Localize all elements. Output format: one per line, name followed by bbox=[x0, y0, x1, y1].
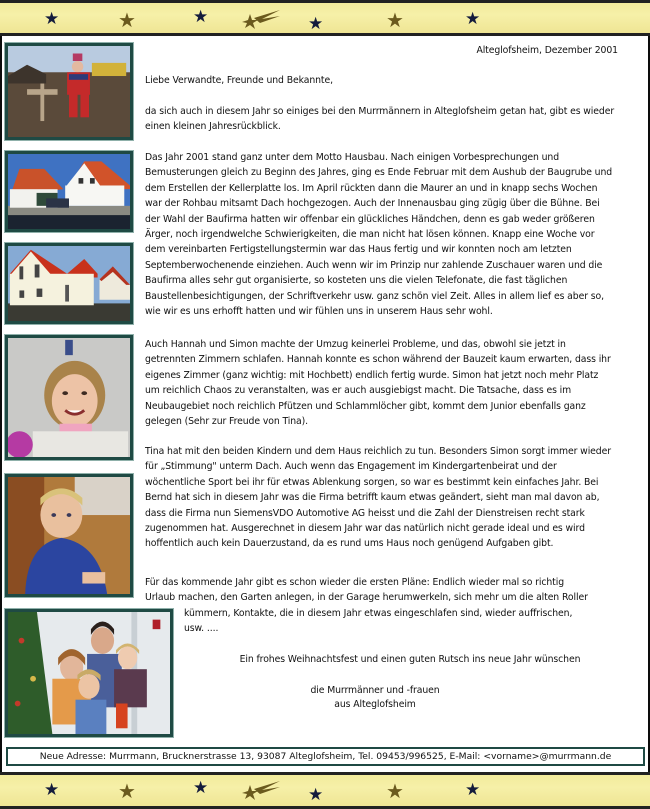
plans-line-2: Urlaub machen, den Garten anlegen, in der Garage herumwerkeln, sich mehr um die alten Roller bbox=[145, 592, 588, 603]
star-icon: ★ bbox=[118, 8, 136, 32]
paragraph-children: Auch Hannah und Simon machte der Umzug keinerlei Probleme, und das, obwohl sie jetzt in getrennten Zimmern schlafen. Hannah konnte es schon während der Bauzeit kaum erwarten, dass ihr eigenes Zimmer (ganz wichtig: mit Hochbett) endlich fertig wurde. Simon hat jetzt noch mehr Platz um reichlich Chaos zu veranstalten, was er auch ausgiebigst macht. Die Tatsache, dass es im Neubaugebiet noch reichlich Pfützen und Schlammlöcher gibt, kommt dem Junior ebenfalls ganz gelegen (Sehr zur Freude von Tina). bbox=[145, 339, 611, 428]
photo-houses-exterior bbox=[5, 151, 133, 232]
new-address-box bbox=[6, 747, 645, 766]
paragraph-tina-bernd: Tina hat mit den beiden Kindern und dem Haus reichlich zu tun. Besonders Simon sorgt immer wieder für „Stimmung" unterm Dach. Auch wenn das Engagement im Kindergartenbeirat und der wöchentliche Sport bei ihr für etwas Ablenkung sorgen, so war es bestimmt kein einfaches Jahr. Bei Bernd hat sich in diesem Jahr was die Firma betrifft kaum etwas geändert, sieht man mal davon ab, dass die Firma nun SiemensVDO Automotive AG heisst und die Zahl der Dienstreisen recht stark zugenommen hat. Ausgerechnet in diesem Jahr war das natürlich nicht gerade ideal und es wird hoffentlich auch kein Dauerzustand, da es rund ums Haus noch genügend Aufgaben gibt. bbox=[145, 446, 611, 550]
plans-line-1: Für das kommende Jahr gibt es schon wieder die ersten Pläne: Endlich wieder mal so richtig bbox=[145, 577, 565, 588]
photo-new-house bbox=[5, 243, 133, 324]
signature-line-2: aus Alteglofsheim bbox=[334, 699, 416, 710]
star-icon: ★ bbox=[193, 7, 209, 27]
top-star-border bbox=[0, 0, 650, 36]
star-icon: ★ bbox=[44, 780, 60, 800]
bottom-star-border bbox=[0, 772, 650, 809]
star-icon: ★ bbox=[465, 780, 481, 800]
star-icon: ★ bbox=[386, 779, 404, 803]
christmas-greeting: Ein frohes Weihnachtsfest und einen guten Rutsch ins neue Jahr wünschen bbox=[239, 654, 581, 665]
star-icon: ★ bbox=[465, 9, 481, 29]
shooting-star-icon bbox=[240, 8, 282, 30]
shooting-star-icon bbox=[240, 779, 282, 801]
photo-family-christmas bbox=[5, 609, 173, 737]
signature-line-1: die Murrmänner und -frauen bbox=[310, 685, 440, 696]
star-icon: ★ bbox=[44, 9, 60, 29]
photo-boy-portrait bbox=[5, 474, 133, 597]
star-icon: ★ bbox=[193, 778, 209, 798]
intro-paragraph: da sich auch in diesem Jahr so einiges bei den Murrmännern in Alteglofsheim getan hat, gibt es wieder einen kleinen Jahresrückblick. bbox=[145, 106, 615, 133]
star-icon: ★ bbox=[308, 14, 324, 34]
plans-line-4: usw. .... bbox=[184, 623, 219, 634]
star-icon: ★ bbox=[118, 779, 136, 803]
star-icon: ★ bbox=[386, 8, 404, 32]
place-date: Alteglofsheim, Dezember 2001 bbox=[476, 45, 618, 56]
plans-line-3: kümmern, Kontakte, die in diesem Jahr etwas eingeschlafen sind, wieder auffrischen, bbox=[184, 608, 573, 619]
paragraph-house-build: Das Jahr 2001 stand ganz unter dem Motto Hausbau. Nach einigen Vorbesprechungen und Bemusterungen gleich zu Beginn des Jahres, ging es Ende Februar mit dem Aushub der Baugrube und dem Erstellen der Kellerplatte los. Im April rückten dann die Maurer an und in knapp sechs Wochen war der Rohbau mitsamt Dach hochgezogen. Auch der Innenausbau ging zügig über die Bühne. Bei der Wahl der Baufirma hatten wir offenbar ein glückliches Händchen, denn es gab weder größeren Ärger, noch irgendwelche Schwierigkeiten, die man nicht hat lösen können. Knapp eine Woche vor dem vereinbarten Fertigstellungstermin war das Haus fertig und wir konnten noch am letzten Septemberwochenende einziehen. Auch wenn wir im Prinzip nur zahlende Zuschauer waren und die Baufirma alles sehr gut organisierte, so kosteten uns die vielen Telefonate, die fast täglichen Baustellenbesichtigungen, der Schriftverkehr usw. ganz schön viel Zeit. Alles in allem lief es aber so, wie wir es uns erhofft hatten und wir fühlen uns in unserem Haus sehr wohl. bbox=[145, 152, 613, 318]
salutation: Liebe Verwandte, Freunde und Bekannte, bbox=[145, 75, 333, 86]
photo-child-construction-site bbox=[5, 43, 133, 140]
new-address-text: Neue Adresse: Murrmann, Brucknerstrasse 13, 93087 Alteglofsheim, Tel. 09453/996525, E-Mail: <vorname>@murrmann.de bbox=[39, 751, 612, 762]
photo-girl-portrait bbox=[5, 335, 133, 460]
star-icon: ★ bbox=[308, 785, 324, 805]
